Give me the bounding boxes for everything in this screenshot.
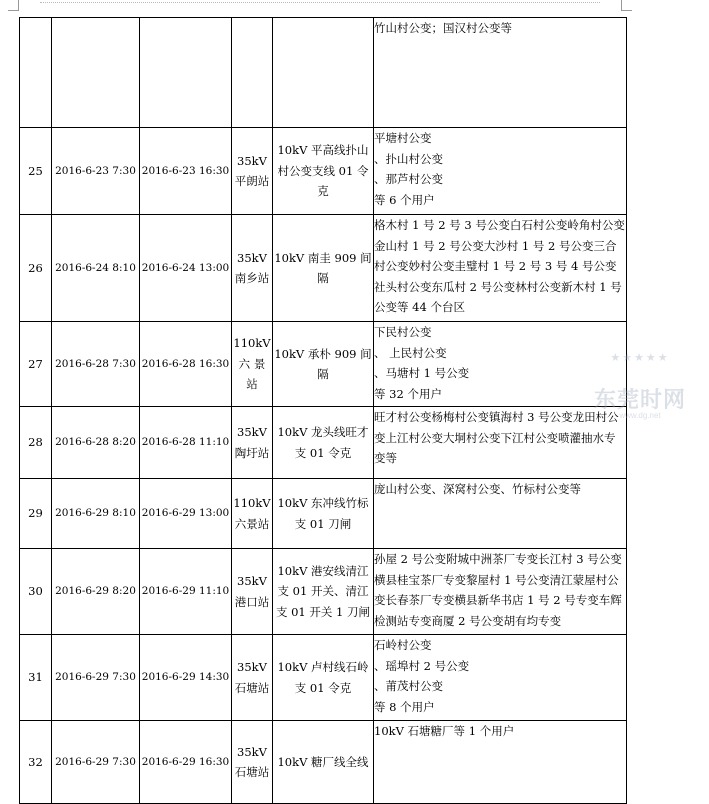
end-time-cell: 2016-6-29 13:00: [140, 479, 232, 549]
outage-area-line: 平塘村公变: [374, 131, 432, 145]
table-body: [20, 18, 627, 804]
outage-area-line: 格木村 1 号 2 号 3 号公变白石村公变岭角村公变金山村 1 号 2 号公变大沙村 1 号 2 号公变三合村公变妙村公变圭璧村 1 号 2 号 3 号 4 号公变社头村公变东瓜村 2 号公变林村公变新木村 1 号公变等 44 个台区: [374, 218, 625, 314]
table-row: [20, 18, 627, 128]
start-time-cell: 2016-6-28 7:30: [52, 322, 140, 407]
table-row: [20, 128, 627, 215]
start-time-cell: 2016-6-29 8:10: [52, 479, 140, 549]
end-time-cell: [140, 18, 232, 128]
row-number-cell: [20, 18, 52, 128]
substation-cell: 35kV 平朗站: [232, 128, 273, 215]
outage-area-line: 竹山村公变；国汉村公变等: [374, 21, 512, 35]
outage-area-cell: [374, 215, 627, 322]
start-time-cell: 2016-6-23 7:30: [52, 128, 140, 215]
substation-cell: 110kV 六景站: [232, 479, 273, 549]
outage-area-cell: [374, 128, 627, 215]
outage-area-line: 、莆茂村公变: [374, 679, 443, 693]
outage-area-cell: [374, 18, 627, 128]
outage-area-line: 石岭村公变: [374, 638, 432, 652]
start-time-cell: 2016-6-28 8:20: [52, 407, 140, 479]
page-corner-mark-right: [621, 0, 632, 11]
outage-area-cell: [374, 407, 627, 479]
substation-cell: 110kV 六 景 站: [232, 322, 273, 407]
table-row: [20, 721, 627, 804]
table-row: [20, 322, 627, 407]
outage-area-line: 、马塘村 1 号公变: [374, 366, 470, 380]
page-corner-mark-left: [8, 0, 19, 11]
table-row: [20, 215, 627, 322]
end-time-cell: 2016-6-28 11:10: [140, 407, 232, 479]
row-number-cell: 28: [20, 407, 52, 479]
line-name-cell: 10kV 港安线清江支 01 开关、清江支 01 开关 1 刀闸: [273, 549, 374, 635]
outage-area-line: 、瑶埠村 2 号公变: [374, 658, 470, 673]
line-name-cell: 10kV 南圭 909 间隔: [273, 215, 374, 322]
start-time-cell: 2016-6-29 7:30: [52, 721, 140, 804]
table-row: [20, 479, 627, 549]
end-time-cell: 2016-6-28 16:30: [140, 322, 232, 407]
row-number-cell: 27: [20, 322, 52, 407]
outage-area-cell: [374, 479, 627, 549]
watermark-url: www.dg.net: [619, 411, 661, 420]
row-number-cell: 29: [20, 479, 52, 549]
substation-cell: 35kV 南乡站: [232, 215, 273, 322]
row-number-cell: 25: [20, 128, 52, 215]
outage-area-line: 、 上民村公变: [374, 345, 447, 360]
outage-schedule-table: [19, 17, 627, 804]
table-row: [20, 635, 627, 721]
outage-area-line: 庞山村公变、深窝村公变、竹标村公变等: [374, 482, 581, 496]
line-name-cell: 10kV 东冲线竹标支 01 刀闸: [273, 479, 374, 549]
outage-area-cell: [374, 549, 627, 635]
table-row: [20, 549, 627, 635]
outage-area-line: 、扑山村公变: [374, 151, 443, 166]
outage-area-line: 、那芦村公变: [374, 172, 443, 186]
line-name-cell: 10kV 平高线扑山村公变支线 01 令克: [273, 128, 374, 215]
outage-area-cell: [374, 721, 627, 804]
line-name-cell: 10kV 龙头线旺才支 01 令克: [273, 407, 374, 479]
substation-cell: 35kV 石塘站: [232, 721, 273, 804]
watermark-logo-text: 东莞时网: [593, 387, 686, 412]
outage-area-line: 等 8 个用户: [374, 699, 435, 714]
page-top-margin-line: [40, 2, 600, 3]
end-time-cell: 2016-6-29 11:10: [140, 549, 232, 635]
start-time-cell: 2016-6-24 8:10: [52, 215, 140, 322]
outage-area-cell: [374, 322, 627, 407]
outage-area-line: 等 6 个用户: [374, 192, 435, 207]
outage-area-line: 孙屋 2 号公变附城中洲茶厂专变长江村 3 号公变横县桂宝茶厂专变黎屋村 1 号公变清江蒙屋村公变长春茶厂专变横县新华书店 1 号 2 号专变车辉检测站专变商厦 2 号公变胡有均专变: [374, 552, 622, 628]
substation-cell: 35kV 港口站: [232, 549, 273, 635]
line-name-cell: [273, 18, 374, 128]
row-number-cell: 32: [20, 721, 52, 804]
substation-cell: [232, 18, 273, 128]
line-name-cell: 10kV 承朴 909 间隔: [273, 322, 374, 407]
row-number-cell: 26: [20, 215, 52, 322]
end-time-cell: 2016-6-23 16:30: [140, 128, 232, 215]
outage-area-line: 旺才村公变杨梅村公变镇海村 3 号公变龙田村公变上江村公变大垌村公变下江村公变喷灌抽水专变等: [374, 410, 619, 465]
watermark-stars: ★★★★★: [610, 351, 670, 364]
table-row: [20, 407, 627, 479]
start-time-cell: 2016-6-29 8:20: [52, 549, 140, 635]
end-time-cell: 2016-6-29 14:30: [140, 635, 232, 721]
outage-area-line: 下民村公变: [374, 325, 432, 339]
outage-area-cell: [374, 635, 627, 721]
end-time-cell: 2016-6-29 16:30: [140, 721, 232, 804]
end-time-cell: 2016-6-24 13:00: [140, 215, 232, 322]
start-time-cell: [52, 18, 140, 128]
row-number-cell: 30: [20, 549, 52, 635]
substation-cell: 35kV 陶圩站: [232, 407, 273, 479]
line-name-cell: 10kV 糖厂线全线: [273, 721, 374, 804]
outage-area-line: 等 32 个用户: [374, 386, 442, 401]
substation-cell: 35kV 石塘站: [232, 635, 273, 721]
row-number-cell: 31: [20, 635, 52, 721]
line-name-cell: 10kV 卢村线石岭支 01 令克: [273, 635, 374, 721]
outage-area-line: 10kV 石塘糖厂等 1 个用户: [374, 724, 515, 738]
start-time-cell: 2016-6-29 7:30: [52, 635, 140, 721]
